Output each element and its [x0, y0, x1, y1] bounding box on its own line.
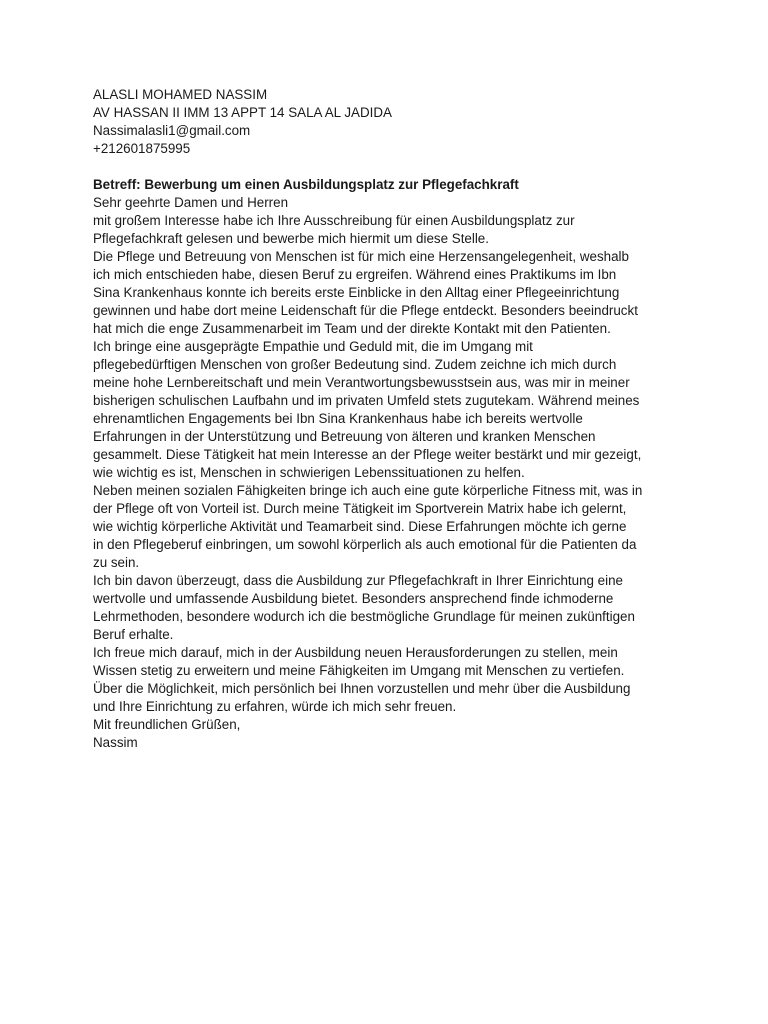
- letter-closing: Mit freundlichen Grüßen,: [93, 717, 241, 732]
- body-paragraph-training: Ich bin davon überzeugt, dass die Ausbildung zur Pflegefachkraft in Ihrer Einrichtung eine wertvolle und umfassende Ausbildung bietet. Besonders ansprechend finde ichmoderne Lehrmethoden, besondere wodurch ich die bestmögliche Grundlage für meinen zukünftigen Beruf erhalte.: [93, 573, 635, 642]
- cover-letter: [93, 86, 683, 752]
- sender-email: Nassimalasli1@gmail.com: [93, 123, 251, 138]
- letter-salutation: Sehr geehrte Damen und Herren: [93, 195, 289, 210]
- letter-subject: Betreff: Bewerbung um einen Ausbildungsplatz zur Pflegefachkraft: [93, 177, 519, 192]
- body-paragraph-motivation: Die Pflege und Betreuung von Menschen ist für mich eine Herzensangelegenheit, weshalb ich mich entschieden habe, diesen Beruf zu ergreifen. Während eines Praktikums im Ibn Sina Krankenhaus konnte ich bereits erste Einblicke in den Alltag einer Pflegeeinrichtung gewinnen und habe dort meine Leidenschaft für die Pflege entdeckt. Besonders beeindruckt hat mich die enge Zusammenarbeit im Team und der direkte Kontakt mit den Patienten.: [93, 249, 638, 336]
- sender-address: AV HASSAN II IMM 13 APPT 14 SALA AL JADIDA: [93, 105, 392, 120]
- sender-phone: +212601875995: [93, 141, 191, 156]
- body-paragraph-qualities: Ich bringe eine ausgeprägte Empathie und Geduld mit, die im Umgang mit pflegebedürftigen Menschen von großer Bedeutung sind. Zudem zeichne ich mich durch meine hohe Lernbereitschaft und mein Verantwortungsbewusstsein aus, was mir in meiner bisherigen schulischen Laufbahn und im privaten Umfeld stets zugutekam. Während meines ehrenamtlichen Engagements bei Ibn Sina Krankenhaus habe ich bereits wertvolle Erfahrungen in der Unterstützung und Betreuung von älteren und kranken Menschen gesammelt. Diese Tätigkeit hat mein Interesse an der Pflege weiter bestärkt und mir gezeigt, wie wichtig es ist, Menschen in schwierigen Lebenssituationen zu helfen.: [93, 339, 642, 480]
- body-paragraph-closing: Ich freue mich darauf, mich in der Ausbildung neuen Herausforderungen zu stellen, mein Wissen stetig zu erweitern und meine Fähigkeiten im Umgang mit Menschen zu vertiefen. Über die Möglichkeit, mich persönlich bei Ihnen vorzustellen und mehr über die Ausbildung und Ihre Einrichtung zu erfahren, würde ich mich sehr freuen.: [93, 645, 631, 714]
- letter-signature: Nassim: [93, 735, 138, 750]
- body-paragraph-fitness: Neben meinen sozialen Fähigkeiten bringe ich auch eine gute körperliche Fitness mit, was in der Pflege oft von Vorteil ist. Durch meine Tätigkeit im Sportverein Matrix habe ich gelernt, wie wichtig körperliche Aktivität und Teamarbeit sind. Diese Erfahrungen möchte ich gerne in den Pflegeberuf einbringen, um sowohl körperlich als auch emotional für die Patienten da zu sein.: [93, 483, 643, 570]
- contact-block: [93, 104, 683, 158]
- body-paragraph-intro: mit großem Interesse habe ich Ihre Ausschreibung für einen Ausbildungsplatz zur Pflegefachkraft gelesen und bewerbe mich hiermit um diese Stelle.: [93, 213, 575, 246]
- sender-name: ALASLI MOHAMED NASSIM: [93, 87, 268, 102]
